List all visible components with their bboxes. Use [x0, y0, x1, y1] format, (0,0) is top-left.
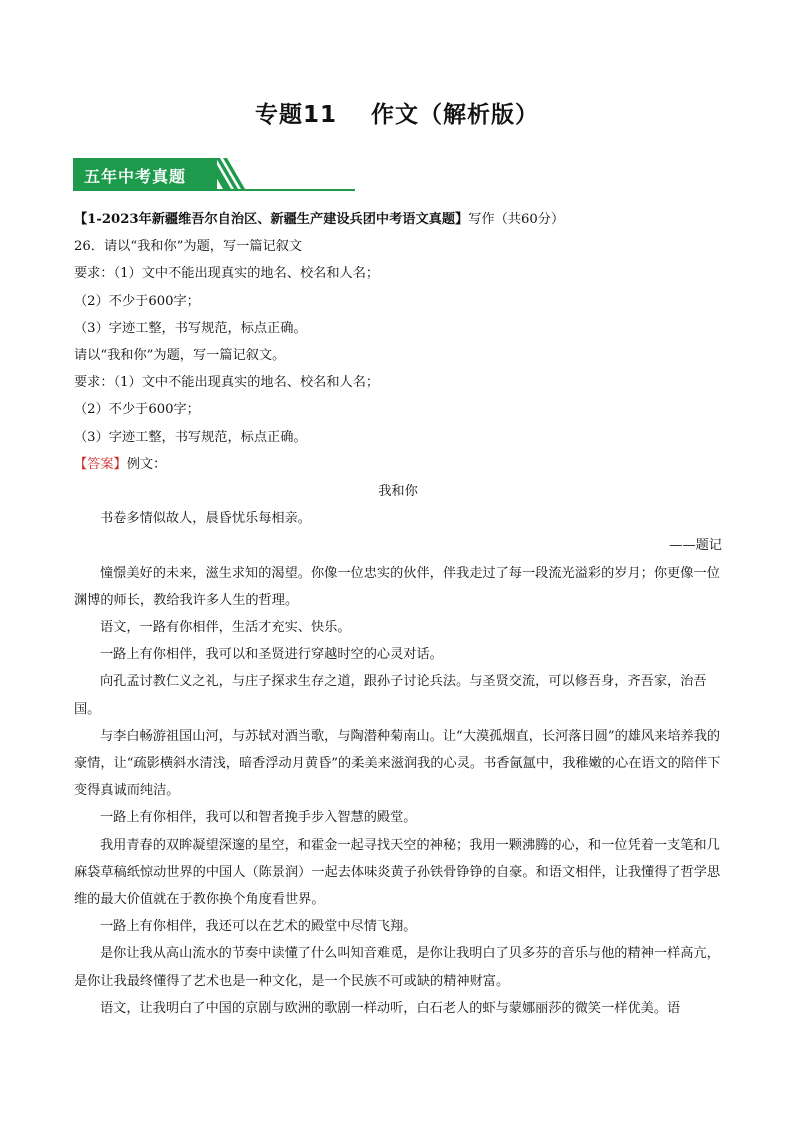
essay-paragraph: 是你让我从高山流水的节奏中读懂了什么叫知音难觅，是你让我明白了贝多芬的音乐与他的精神一样高亢，是你让我最终懂得了艺术也是一种文化，是一个民族不可或缺的精神财富。 [74, 946, 720, 989]
essay-epigraph-note: ——题记 [669, 538, 722, 554]
essay-epigraph: 书卷多情似故人，晨昏忧乐每相亲。 [100, 511, 311, 527]
essay-paragraph: 与李白畅游祖国山河，与苏轼对酒当歌，与陶潜种菊南山。让“大漠孤烟直，长河落日圆”的雄风来培养我的豪情，让“疏影横斜水清浅，暗香浮动月黄昏”的柔美来滋润我的心灵。书香氤氲中，我稚嫩的心在语文的陪伴下变得真诚而纯洁。 [74, 728, 721, 799]
answer-line [74, 451, 722, 478]
answer-tag: 【答案】 [74, 456, 127, 472]
document-body [74, 206, 722, 1022]
prompt-line: 要求：（1）文中不能出现真实的地名、校名和人名； [74, 375, 380, 391]
essay-paragraph: 向孔孟讨教仁义之礼，与庄子探求生存之道，跟孙子讨论兵法。与圣贤交流，可以修吾身，齐吾家，治吾国。 [74, 674, 707, 717]
prompt-line: 要求：（1）文中不能出现真实的地名、校名和人名； [74, 266, 380, 282]
prompt-line: （3）字迹工整，书写规范，标点正确。 [74, 429, 307, 445]
prompt-line: 请以“我和你”为题，写一篇记叙文。 [74, 348, 286, 364]
essay-paragraph: 一路上有你相伴，我还可以在艺术的殿堂中尽情飞翔。 [100, 919, 417, 935]
essay-title: 我和你 [378, 484, 418, 500]
title-subject: 作文（解析版） [371, 102, 539, 128]
question-source: 【1-2023年新疆维吾尔自治区、新疆生产建设兵团中考语文真题】 [74, 212, 469, 227]
essay-paragraph: 我用青春的双眸凝望深邃的星空，和霍金一起寻找天空的神秘；我用一颗沸腾的心，和一位凭着一支笔和几麻袋草稿纸惊动世界的中国人（陈景润）一起去体味炎黄子孙铁骨铮铮的自豪。和语文相伴，让我懂得了哲学思维的最大价值就在于教你换个角度看世界。 [74, 837, 721, 908]
answer-intro: 例文： [126, 456, 167, 472]
page-title [0, 96, 794, 129]
essay-paragraph: 一路上有你相伴，我可以和智者挽手步入智慧的殿堂。 [100, 810, 417, 826]
prompt-line: （2）不少于600字； [74, 402, 200, 418]
banner-label: 五年中考真题 [84, 167, 187, 186]
prompt-line: （2）不少于600字； [74, 293, 200, 309]
essay-paragraph: 一路上有你相伴，我可以和圣贤进行穿越时空的心灵对话。 [100, 647, 443, 663]
title-topic-number: 专题11 [254, 102, 337, 128]
question-header [74, 206, 722, 233]
banner-rule [73, 189, 355, 191]
question-points: 写作（共60分） [468, 212, 565, 227]
essay-paragraph: 憧憬美好的未来，滋生求知的渴望。你像一位忠实的伙伴，伴我走过了每一段流光溢彩的岁月；你更像一位渊博的师长，教给我许多人生的哲理。 [74, 565, 720, 608]
essay-paragraph: 语文，让我明白了中国的京剧与欧洲的歌剧一样动听，白石老人的虾与蒙娜丽莎的微笑一样优美。语 [100, 1000, 681, 1016]
banner-stripes-icon [205, 158, 249, 189]
prompt-line: （3）字迹工整，书写规范，标点正确。 [74, 320, 307, 336]
essay-paragraph: 语文，一路有你相伴，生活才充实、快乐。 [100, 620, 351, 636]
section-banner [73, 155, 363, 195]
prompt-line: 26．请以“我和你”为题，写一篇记叙文 [74, 239, 303, 255]
